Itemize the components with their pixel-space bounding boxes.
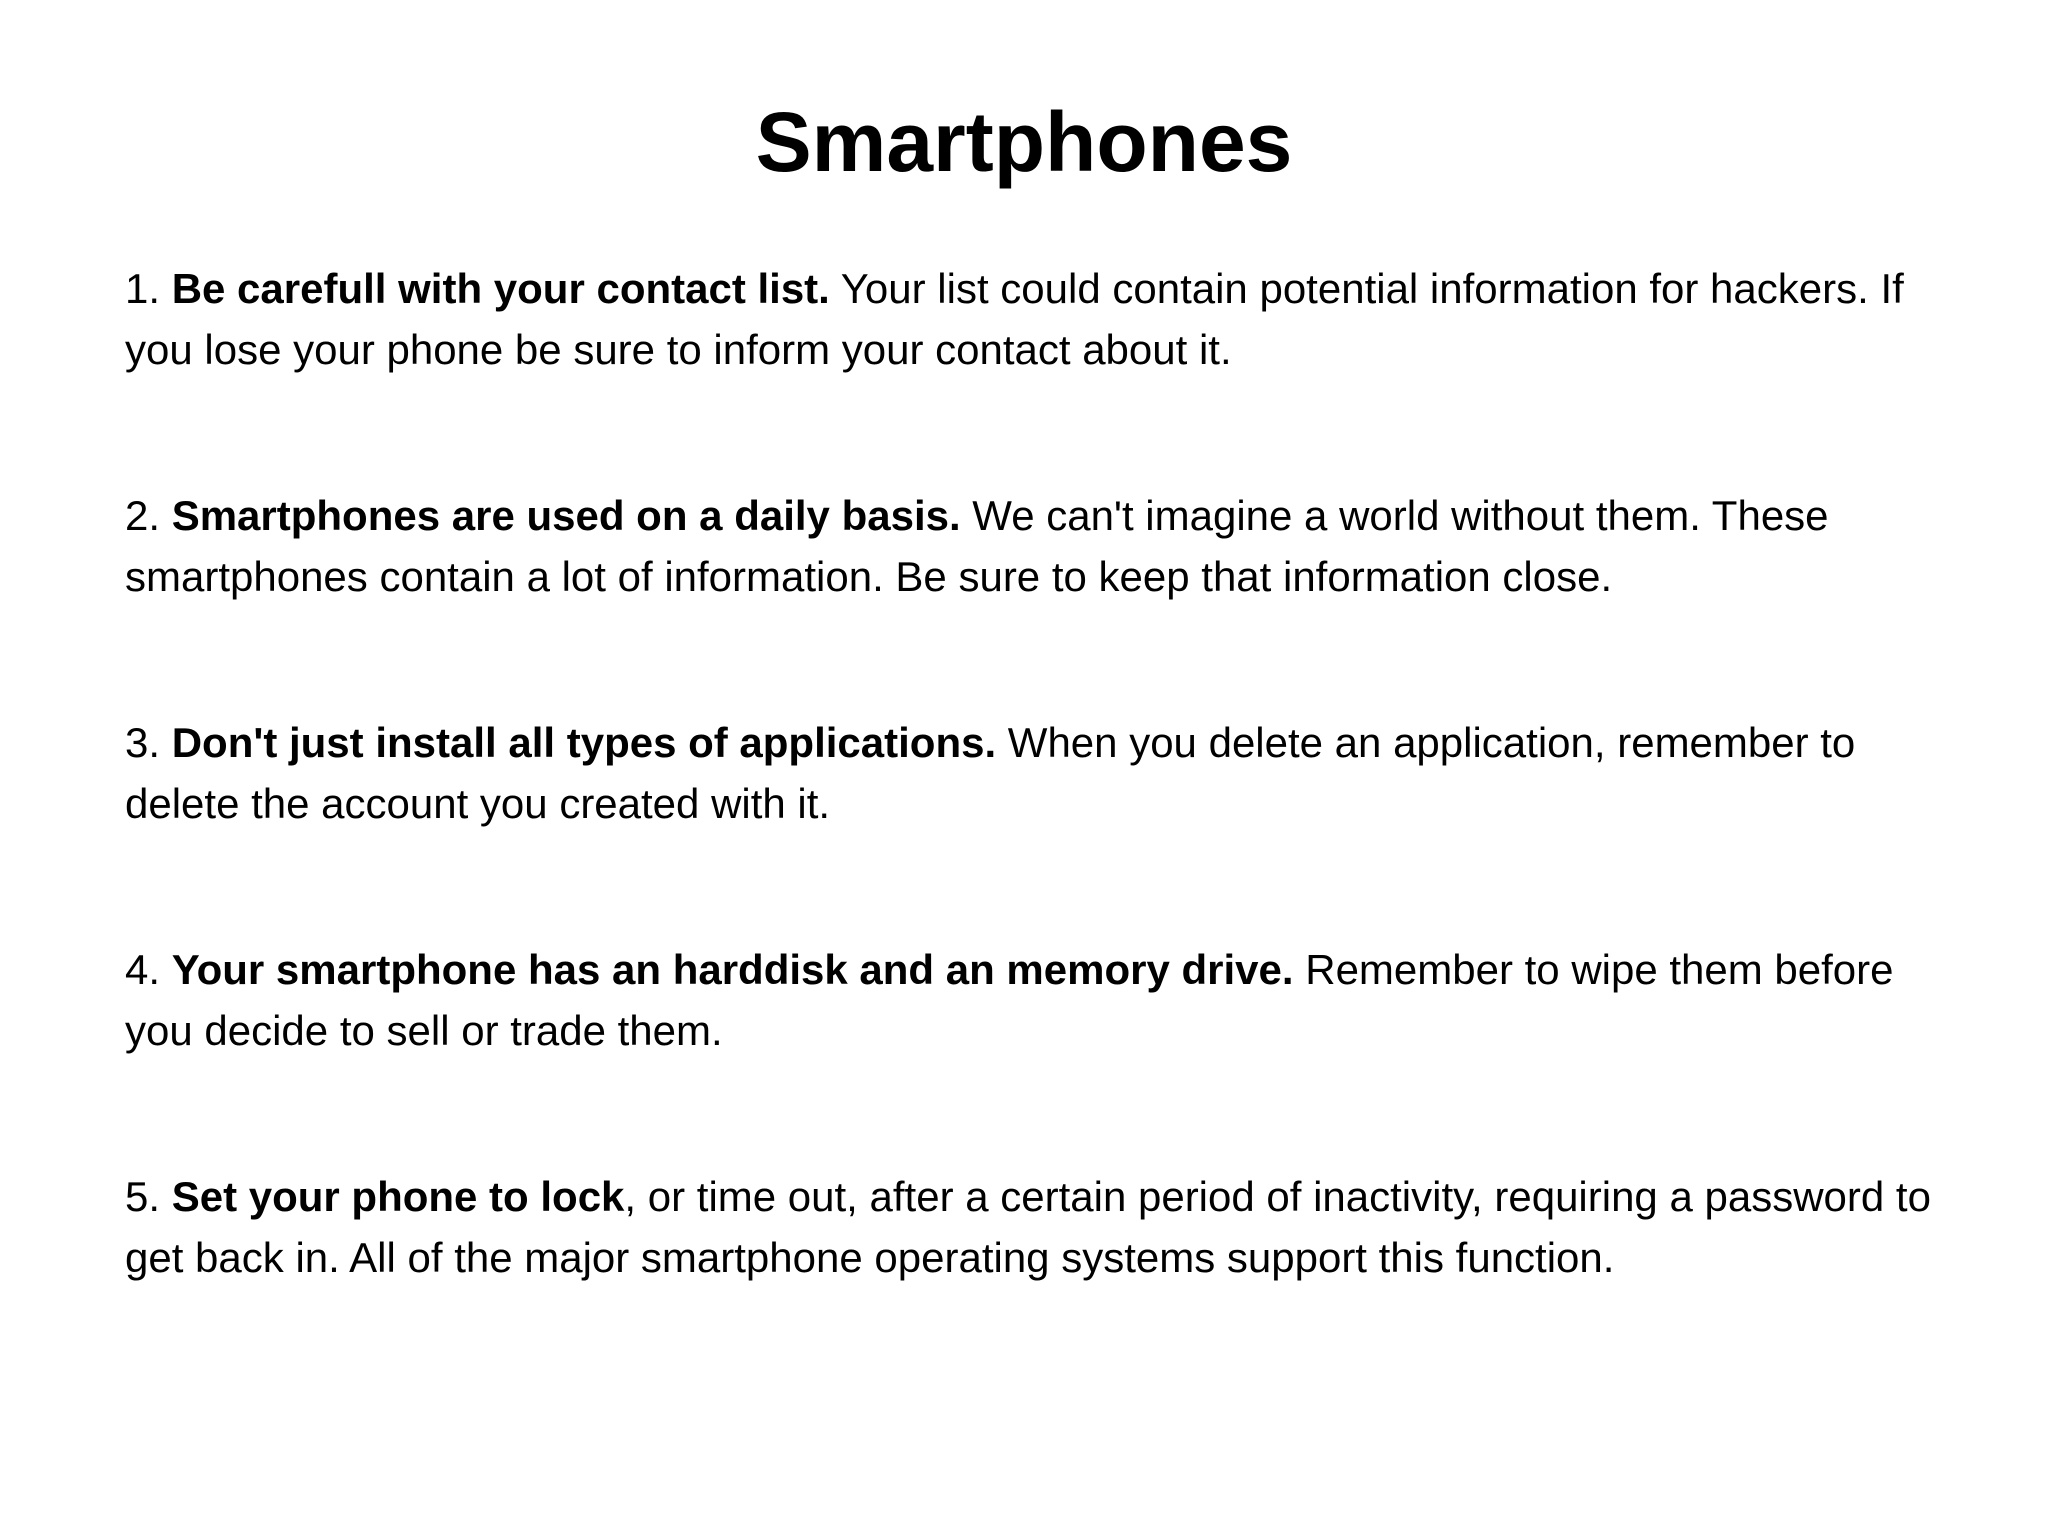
tip-number: 3. <box>125 719 161 766</box>
tip-item <box>125 712 1955 834</box>
tip-heading: Don't just install all types of applications. <box>171 719 997 766</box>
tip-number: 1. <box>125 265 161 312</box>
tip-heading: Be carefull with your contact list. <box>171 265 830 312</box>
tip-body: When you delete an application, remember to delete the account you created with it. <box>125 719 1856 827</box>
tip-heading: Smartphones are used on a daily basis. <box>171 492 961 539</box>
tip-item <box>125 939 1955 1061</box>
tip-number: 5. <box>125 1173 161 1220</box>
tip-item <box>125 258 1955 380</box>
tips-list <box>125 258 1955 1393</box>
tip-body: , or time out, after a certain period of inactivity, requiring a password to get back in. All of the major smartphone operating systems support this function. <box>125 1173 1931 1281</box>
tip-heading: Set your phone to lock <box>171 1173 625 1220</box>
tip-body: Remember to wipe them before you decide to sell or trade them. <box>125 946 1894 1054</box>
page-title: Smartphones <box>755 95 1293 189</box>
tip-number: 4. <box>125 946 161 993</box>
tip-number: 2. <box>125 492 161 539</box>
tip-heading: Your smartphone has an harddisk and an memory drive. <box>171 946 1294 993</box>
tip-item <box>125 1166 1955 1288</box>
tip-body: We can't imagine a world without them. These smartphones contain a lot of information. Be sure to keep that information close. <box>125 492 1829 600</box>
tip-body: Your list could contain potential information for hackers. If you lose your phone be sure to inform your contact about it. <box>125 265 1904 373</box>
tip-item <box>125 485 1955 607</box>
